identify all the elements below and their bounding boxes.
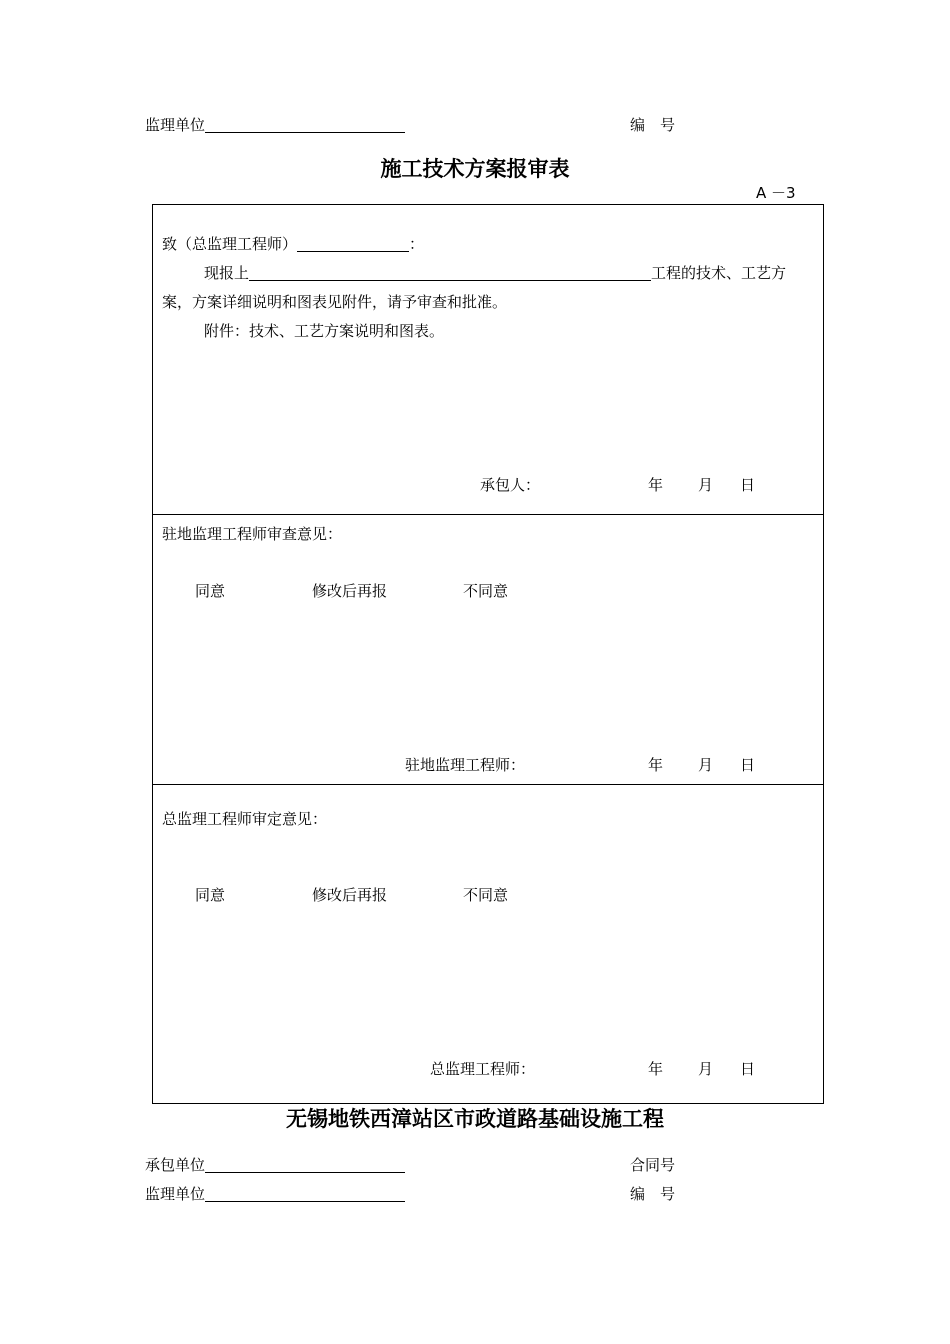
chief-review-heading: 总监理工程师审定意见： [162, 810, 328, 828]
year-label: 年 [648, 756, 664, 774]
report-line [204, 266, 786, 281]
divider-2 [153, 784, 823, 785]
day-label: 日 [740, 756, 756, 774]
option-revise[interactable]: 修改后再报 [312, 886, 388, 904]
option-disagree[interactable]: 不同意 [463, 886, 509, 904]
addressee-colon: ： [409, 235, 425, 253]
contract-no-label: 合同号 [630, 1156, 676, 1174]
year-label: 年 [648, 1060, 664, 1078]
month-label: 月 [698, 756, 714, 774]
option-revise[interactable]: 修改后再报 [312, 582, 388, 600]
attachment-text: 附件：技术、工艺方案说明和图表。 [204, 322, 445, 340]
number-label: 编 号 [630, 116, 676, 134]
contractor-unit-field [145, 1158, 405, 1173]
day-label: 日 [740, 1060, 756, 1078]
project-name-blank[interactable] [249, 266, 651, 281]
option-agree[interactable]: 同意 [195, 582, 226, 600]
footer-supervisor-unit-label: 监理单位 [145, 1185, 206, 1203]
month-label: 月 [698, 476, 714, 494]
year-label: 年 [648, 476, 664, 494]
footer-number-label: 编 号 [630, 1185, 676, 1203]
contractor-signer-label: 承包人： [480, 476, 541, 494]
supervisor-unit-blank[interactable] [205, 118, 405, 133]
report-prefix: 现报上 [204, 264, 250, 282]
supervisor-unit-field [145, 118, 405, 133]
supervisor-unit-label: 监理单位 [145, 116, 206, 134]
chief-signer-label: 总监理工程师： [430, 1060, 536, 1078]
project-title: 无锡地铁西漳站区市政道路基础设施工程 [286, 1106, 664, 1131]
form-code: A －3 [756, 184, 796, 202]
report-suffix: 工程的技术、工艺方 [651, 264, 787, 282]
option-disagree[interactable]: 不同意 [463, 582, 509, 600]
contractor-unit-blank[interactable] [205, 1158, 405, 1173]
addressee-line [162, 237, 424, 252]
report-line-2: 案，方案详细说明和图表见附件，请予审查和批准。 [162, 293, 508, 311]
addressee-label: 致（总监理工程师） [162, 235, 298, 253]
month-label: 月 [698, 1060, 714, 1078]
footer-supervisor-unit-field [145, 1187, 405, 1202]
day-label: 日 [740, 476, 756, 494]
resident-signer-label: 驻地监理工程师： [405, 756, 526, 774]
option-agree[interactable]: 同意 [195, 886, 226, 904]
resident-review-heading: 驻地监理工程师审查意见： [162, 525, 343, 543]
footer-supervisor-unit-blank[interactable] [205, 1187, 405, 1202]
divider-1 [153, 514, 823, 515]
contractor-unit-label: 承包单位 [145, 1156, 206, 1174]
form-title: 施工技术方案报审表 [380, 156, 570, 181]
addressee-blank[interactable] [297, 237, 409, 252]
